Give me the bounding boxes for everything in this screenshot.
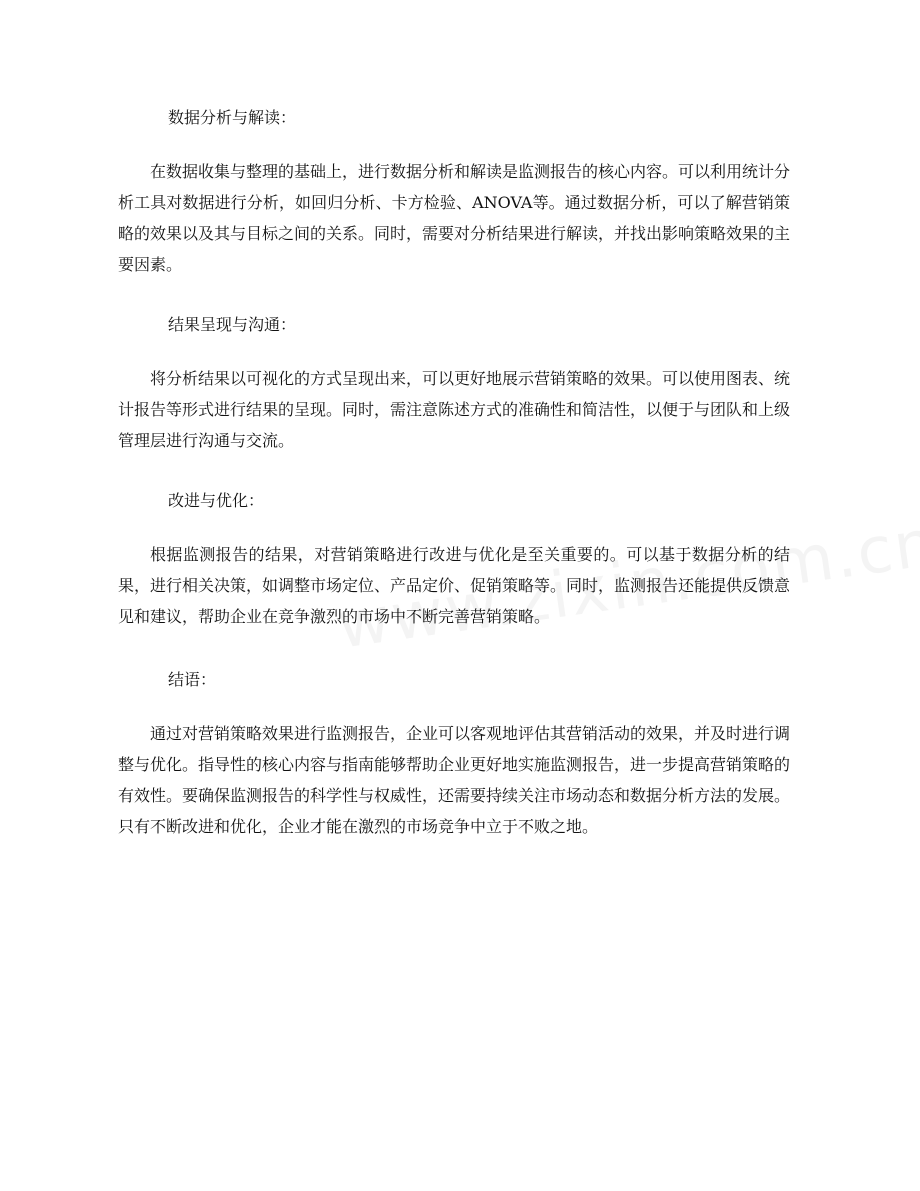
section-heading: 结语： [168, 670, 217, 689]
document-page [118, 100, 790, 869]
section-heading: 结果呈现与沟通： [168, 315, 297, 334]
section-conclusion [118, 662, 790, 842]
section-paragraph: 根据监测报告的结果，对营销策略进行改进与优化是至关重要的。可以基于数据分析的结果，进行相关决策，如调整市场定位、产品定价、促销策略等。同时，监测报告还能提供反馈意见和建议，帮助企业在竞争激烈的市场中不断完善营销策略。 [118, 545, 791, 626]
section-result-presentation [118, 307, 790, 456]
section-paragraph: 将分析结果以可视化的方式呈现出来，可以更好地展示营销策略的效果。可以使用图表、统计报告等形式进行结果的呈现。同时，需注意陈述方式的准确性和简洁性，以便于与团队和上级管理层进行沟通与交流。 [118, 369, 791, 450]
section-data-analysis [118, 100, 790, 280]
section-paragraph: 在数据收集与整理的基础上，进行数据分析和解读是监测报告的核心内容。可以利用统计分析工具对数据进行分析，如回归分析、卡方检验、ANOVA等。通过数据分析，可以了解营销策略的效果以及其与目标之间的关系。同时，需要对分析结果进行解读，并找出影响策略效果的主要因素。 [118, 162, 791, 274]
section-paragraph: 通过对营销策略效果进行监测报告，企业可以客观地评估其营销活动的效果，并及时进行调整与优化。指导性的核心内容与指南能够帮助企业更好地实施监测报告，进一步提高营销策略的有效性。要确保监测报告的科学性与权威性，还需要持续关注市场动态和数据分析方法的发展。只有不断改进和优化，企业才能在激烈的市场竞争中立于不败之地。 [118, 724, 791, 836]
section-heading: 数据分析与解读： [168, 108, 297, 127]
section-heading: 改进与优化： [168, 491, 265, 510]
section-improvement [118, 483, 790, 632]
